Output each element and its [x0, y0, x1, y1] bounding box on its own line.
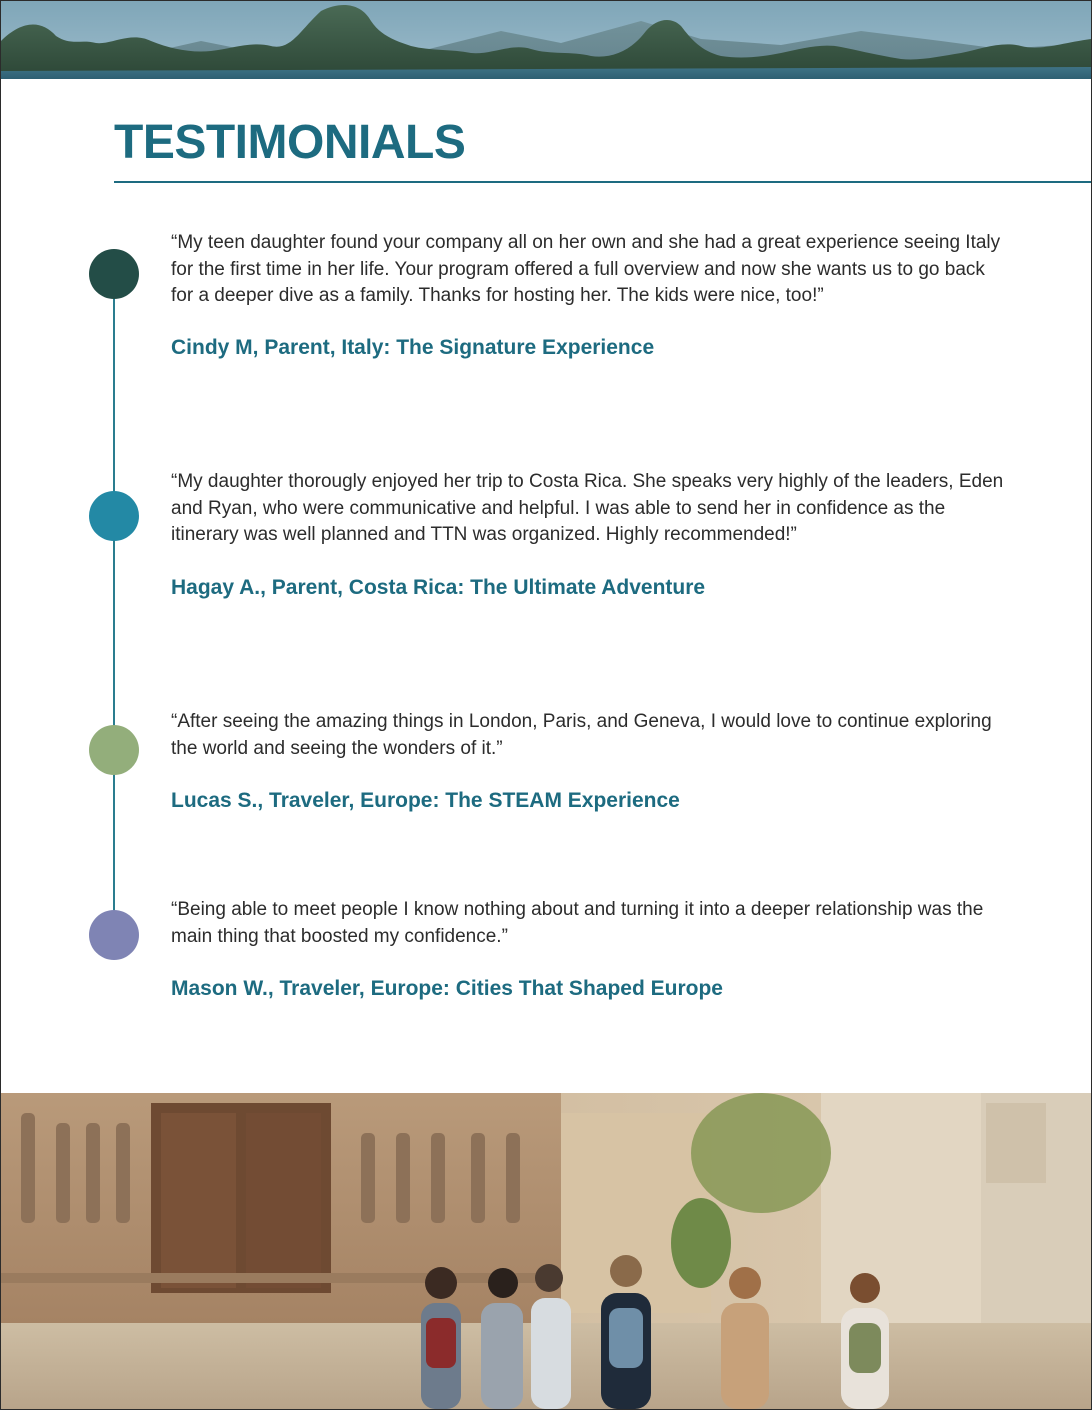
page-title: TESTIMONIALS: [114, 116, 466, 169]
testimonial-quote: “After seeing the amazing things in London, Paris, and Geneva, I would love to continue exploring the world and seeing the wonders of it.”: [171, 711, 992, 759]
timeline-dot-1: [89, 249, 139, 299]
travelers-plaza-photo: [1, 1093, 1091, 1409]
testimonial-2: [171, 469, 1011, 600]
testimonial-quote: “My teen daughter found your company all on her own and she had a great experience seeing Italy for the first time in her life. Your program offered a full overview and now she wants us to go back for a deeper dive as a family. Thanks for hosting her. The kids were nice, too!”: [171, 232, 1001, 306]
testimonial-author: Mason W., Traveler, Europe: Cities That Shaped Europe: [171, 977, 723, 1000]
testimonial-author: Cindy M, Parent, Italy: The Signature Experience: [171, 335, 655, 359]
timeline-line: [113, 273, 115, 935]
timeline-dot-4: [89, 910, 139, 960]
testimonial-author: Hagay A., Parent, Costa Rica: The Ultimate Adventure: [171, 575, 706, 599]
testimonial-quote: “Being able to meet people I know nothing about and turning it into a deeper relationship was the main thing that boosted my confidence.”: [171, 899, 984, 947]
timeline-dot-3: [89, 725, 139, 775]
testimonial-4: [171, 897, 1011, 1001]
testimonial-3: [171, 709, 1011, 813]
testimonial-author: Lucas S., Traveler, Europe: The STEAM Experience: [171, 789, 680, 812]
title-underline: [114, 181, 1092, 183]
timeline-dot-2: [89, 491, 139, 541]
testimonial-quote: “My daughter thorougly enjoyed her trip to Costa Rica. She speaks very highly of the leaders, Eden and Ryan, who were communicative and helpful. I was able to send her in confidence as the itinerary was well planned and TTN was organized. Highly recommended!”: [171, 471, 1004, 545]
testimonial-1: [171, 230, 1011, 360]
mountain-banner-image: [1, 1, 1091, 79]
